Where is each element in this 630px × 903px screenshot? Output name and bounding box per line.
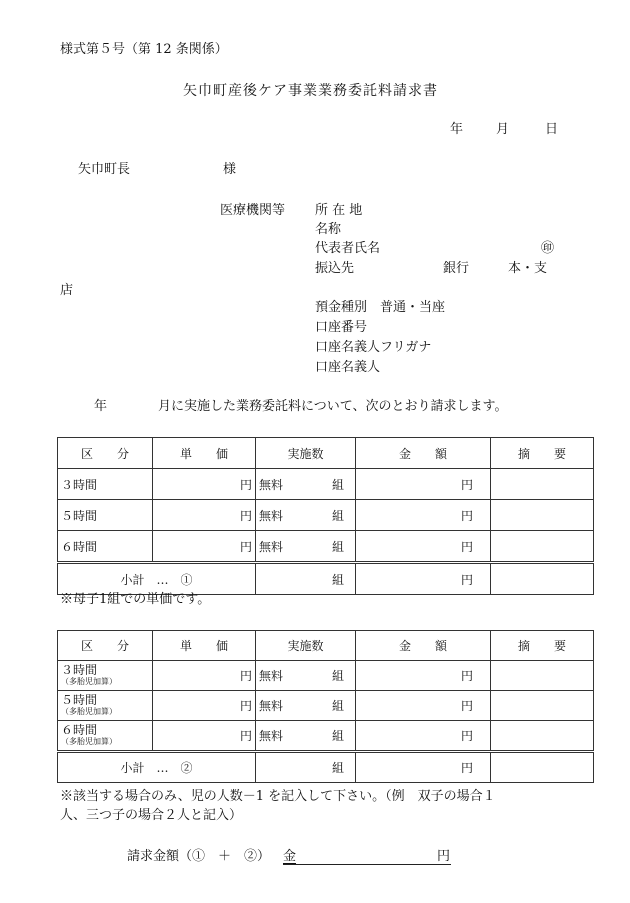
- addressee-honorific: 様: [223, 162, 237, 177]
- table-header-row: [58, 438, 594, 469]
- row-label: ６時間: [58, 531, 153, 563]
- amount-cell[interactable]: 円: [356, 531, 491, 563]
- row-label: ６時間 （多胎児加算）: [58, 721, 153, 752]
- remarks-cell[interactable]: [491, 500, 594, 531]
- total-amount-field[interactable]: [283, 849, 450, 865]
- header-unit-price: 単 価: [153, 438, 256, 469]
- total-yen: 円: [436, 849, 450, 864]
- document-title: 矢巾町産後ケア事業業務委託料請求書: [183, 83, 438, 99]
- unit-price-cell[interactable]: 円: [153, 531, 256, 563]
- name-label: 名称: [315, 222, 342, 237]
- remarks-cell[interactable]: [491, 691, 594, 721]
- count-cell[interactable]: 無料 組: [256, 691, 356, 721]
- row-label: ５時間 （多胎児加算）: [58, 691, 153, 721]
- table-row: [58, 691, 594, 721]
- count-cell[interactable]: 無料 組: [256, 500, 356, 531]
- remarks-cell[interactable]: [491, 469, 594, 500]
- representative-label: 代表者氏名: [315, 241, 381, 256]
- table2-note-line1: ※該当する場合のみ、児の人数－1 を記入して下さい。（例 双子の場合１: [60, 789, 496, 804]
- amount-cell[interactable]: 円: [356, 500, 491, 531]
- branch-label: 本・支: [508, 261, 548, 276]
- address-label: 所 在 地: [315, 203, 363, 218]
- remarks-cell[interactable]: [491, 721, 594, 752]
- unit-price-cell[interactable]: 円: [153, 691, 256, 721]
- subtotal-label: 小計 … ①: [58, 563, 256, 595]
- date-month: 月: [496, 122, 510, 137]
- table-row: [58, 661, 594, 691]
- account-holder-label: 口座名義人: [315, 360, 381, 375]
- table2-note-line2: 人、三つ子の場合２人と記入）: [60, 808, 243, 823]
- table-row: [58, 469, 594, 500]
- count-cell[interactable]: 無料 組: [256, 661, 356, 691]
- statement-text: 月に実施した業務委託料について、次のとおり請求します。: [158, 399, 508, 414]
- row-label: ３時間: [58, 469, 153, 500]
- count-cell[interactable]: 無料 組: [256, 469, 356, 500]
- header-unit-price: 単 価: [153, 631, 256, 661]
- account-holder-kana-label: 口座名義人フリガナ: [315, 340, 432, 355]
- subtotal-row: [58, 752, 594, 783]
- date-day: 日: [545, 122, 559, 137]
- account-number-label: 口座番号: [315, 320, 368, 335]
- deposit-type-label: 預金種別 普通・当座: [315, 300, 446, 315]
- subtotal-label: 小計 … ②: [58, 752, 256, 783]
- bank-label: 銀行: [443, 261, 470, 276]
- header-amount: 金 額: [356, 438, 491, 469]
- remarks-cell[interactable]: [491, 661, 594, 691]
- statement-year: 年: [94, 399, 108, 414]
- unit-price-cell[interactable]: 円: [153, 721, 256, 752]
- table-row: [58, 500, 594, 531]
- amount-cell[interactable]: 円: [356, 721, 491, 752]
- seal-mark: ㊞: [541, 241, 555, 256]
- unit-price-cell[interactable]: 円: [153, 500, 256, 531]
- count-cell[interactable]: 無料 組: [256, 721, 356, 752]
- branch-label-continued: 店: [60, 283, 74, 298]
- subtotal-count-cell[interactable]: 組: [256, 563, 356, 595]
- total-label: 請求金額（① ＋ ②）: [127, 849, 271, 864]
- form-number: 様式第５号（第 12 条関係）: [60, 42, 228, 57]
- row-label: ３時間 （多胎児加算）: [58, 661, 153, 691]
- subtotal-remarks-cell[interactable]: [491, 752, 594, 783]
- header-count: 実施数: [256, 631, 356, 661]
- unit-price-cell[interactable]: 円: [153, 469, 256, 500]
- table-header-row: [58, 631, 594, 661]
- header-remarks: 摘 要: [491, 631, 594, 661]
- date-year: 年: [450, 122, 464, 137]
- header-amount: 金 額: [356, 631, 491, 661]
- amount-cell[interactable]: 円: [356, 469, 491, 500]
- table-row: [58, 721, 594, 752]
- subtotal-amount-cell[interactable]: 円: [356, 563, 491, 595]
- amount-cell[interactable]: 円: [356, 661, 491, 691]
- total-underline: [283, 864, 451, 865]
- header-category: 区 分: [58, 631, 153, 661]
- fee-table-1: [57, 437, 594, 595]
- amount-cell[interactable]: 円: [356, 691, 491, 721]
- total-kin: 金: [283, 849, 297, 864]
- subtotal-amount-cell[interactable]: 円: [356, 752, 491, 783]
- count-cell[interactable]: 無料 組: [256, 531, 356, 563]
- header-category: 区 分: [58, 438, 153, 469]
- table-row: [58, 531, 594, 563]
- subtotal-count-cell[interactable]: 組: [256, 752, 356, 783]
- applicant-group-label: 医療機関等: [220, 203, 286, 218]
- header-remarks: 摘 要: [491, 438, 594, 469]
- fee-table-2: [57, 630, 594, 783]
- subtotal-row: [58, 563, 594, 595]
- subtotal-remarks-cell[interactable]: [491, 563, 594, 595]
- header-count: 実施数: [256, 438, 356, 469]
- transfer-label: 振込先: [315, 261, 355, 276]
- row-label: ５時間: [58, 500, 153, 531]
- table1-note: ※母子1組での単価です。: [60, 592, 211, 607]
- addressee-name: 矢巾町長: [78, 162, 131, 177]
- unit-price-cell[interactable]: 円: [153, 661, 256, 691]
- remarks-cell[interactable]: [491, 531, 594, 563]
